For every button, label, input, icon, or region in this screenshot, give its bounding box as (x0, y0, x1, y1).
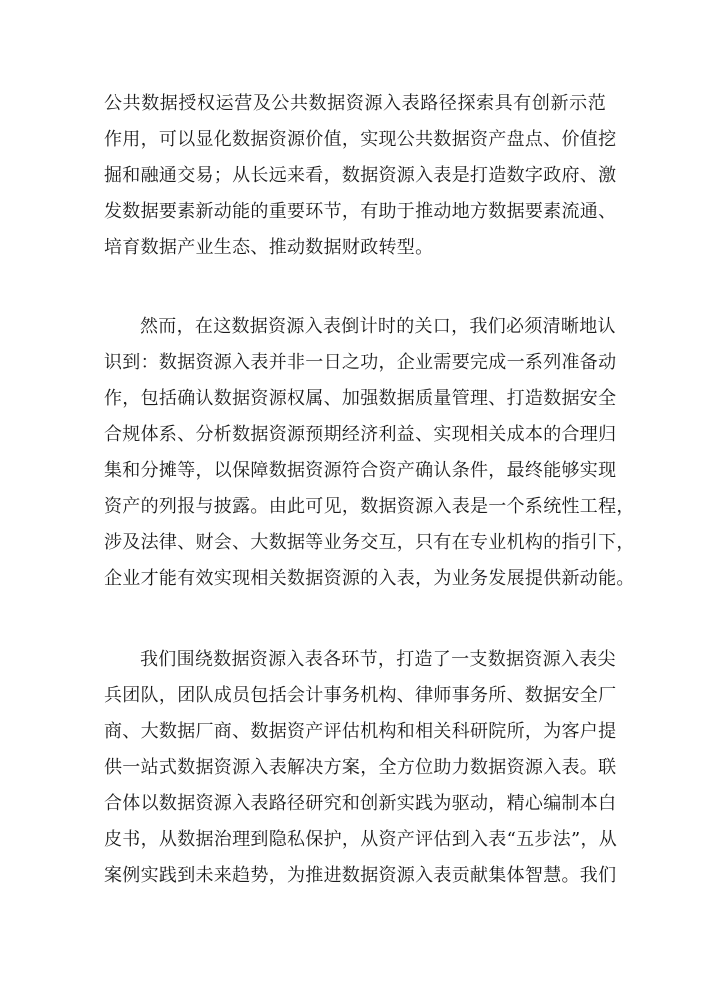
text-line: 然而，在这数据资源入表倒计时的关口，我们必须清晰地认 (140, 316, 616, 337)
text-line: 资产的列报与披露。由此可见，数据资源入表是一个系统性工程， (104, 496, 635, 517)
text-line: 兵团队，团队成员包括会计事务机构、律师事务所、数据安全厂 (104, 685, 617, 706)
text-line: 掘和融通交易；从长远来看，数据资源入表是打造数字政府、激 (104, 165, 617, 186)
text-line: 合规体系、分析数据资源预期经济利益、实现相关成本的合理归 (104, 424, 617, 445)
paragraph-2 (104, 309, 635, 597)
text-line: 作用，可以显化数据资源价值，实现公共数据资产盘点、价值挖 (104, 129, 617, 150)
text-line: 发数据要素新动能的重要环节，有助于推动地方数据要素流通、 (104, 201, 617, 222)
text-line: 作，包括确认数据资源权属、加强数据质量管理、打造数据安全 (104, 388, 617, 409)
text-line: 集和分摊等，以保障数据资源符合资产确认条件，最终能够实现 (104, 460, 617, 481)
text-line: 合体以数据资源入表路径研究和创新实践为驱动，精心编制本白 (104, 793, 617, 814)
text-line: 我们围绕数据资源入表各环节，打造了一支数据资源入表尖 (140, 649, 616, 670)
paragraph-1 (104, 86, 617, 266)
paragraph-3 (104, 642, 618, 894)
text-line: 涉及法律、财会、大数据等业务交互，只有在专业机构的指引下， (104, 532, 635, 553)
text-line: 企业才能有效实现相关数据资源的入表，为业务发展提供新动能。 (104, 568, 635, 589)
text-line: 案例实践到未来趋势，为推进数据资源入表贡献集体智慧。我们 (104, 865, 617, 886)
text-line: 供一站式数据资源入表解决方案，全方位助力数据资源入表。联 (104, 757, 617, 778)
text-line: 公共数据授权运营及公共数据资源入表路径探索具有创新示范 (104, 93, 606, 114)
text-line: 商、大数据厂商、数据资产评估机构和相关科研院所，为客户提 (104, 721, 617, 742)
text-line: 培育数据产业生态、推动数据财政转型。 (104, 237, 434, 258)
text-line: 皮书，从数据治理到隐私保护，从资产评估到入表“五步法”，从 (104, 829, 618, 850)
text-line: 识到：数据资源入表并非一日之功，企业需要完成一系列准备动 (104, 352, 617, 373)
